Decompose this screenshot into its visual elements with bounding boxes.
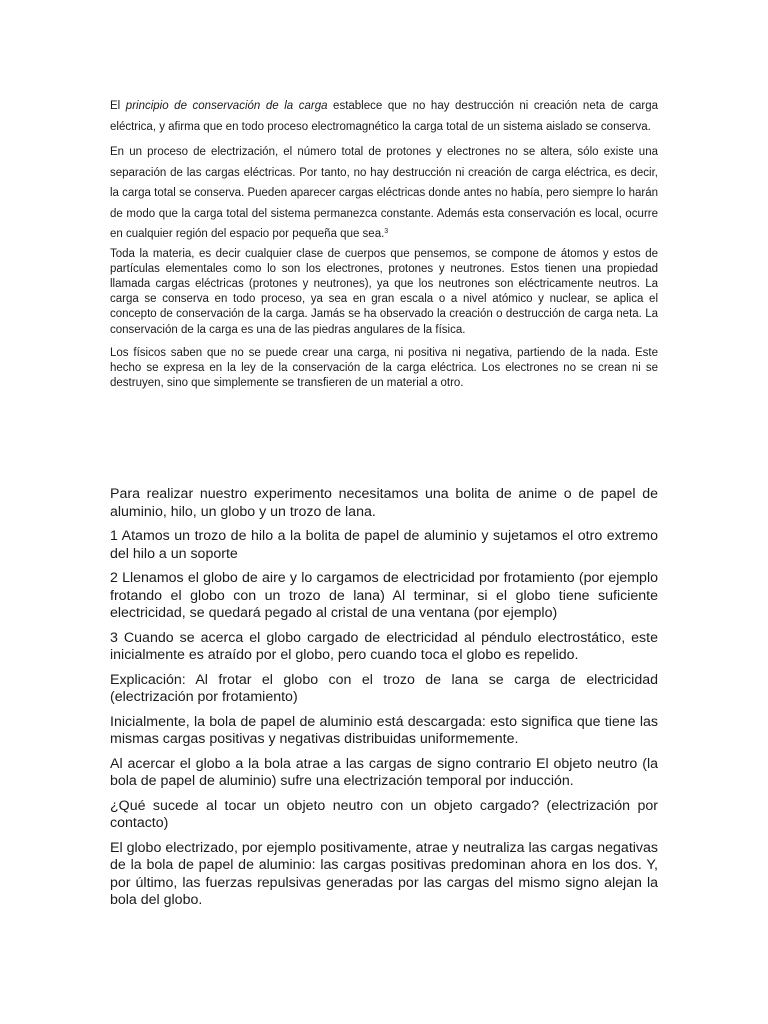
experiment-step-1: 1 Atamos un trozo de hilo a la bolita de papel de aluminio y sujetamos el otro extremo del hilo a un soporte <box>110 528 658 562</box>
experiment-explanation: Explicación: Al frotar el globo con el trozo de lana se carga de electricidad (electrización por frotamiento) <box>110 671 658 705</box>
experiment-initial-state: Inicialmente, la bola de papel de aluminio está descargada: esto significa que tiene las mismas cargas positivas y negativas distribuidas uniformemente. <box>110 713 658 747</box>
paragraph-electrization <box>110 142 658 245</box>
experiment-step-2: 2 Llenamos el globo de aire y lo cargamos de electricidad por frotamiento (por ejemplo frotando el globo con un trozo de lana) Al terminar, si el globo tiene suficiente electricidad, se quedará pegado al cristal de una ventana (por ejemplo) <box>110 570 658 621</box>
theory-section <box>110 96 658 399</box>
paragraph-principle-body: establece que no hay destrucción ni creación neta de carga eléctrica, y afirma que en todo proceso electromagnético la carga total de un sistema aislado se conserva. <box>110 100 658 133</box>
paragraph-matter: Toda la materia, es decir cualquier clase de cuerpos que pensemos, se compone de átomos y estos de partículas elementales como lo son los electrones, protones y neutrones. Estos tienen una propiedad llamada cargas eléctricas (protones y neutrones), ya que los neutrones son eléctricamente neutros. La carga se conserva en todo proceso, ya sea en gran escala o a nivel atómico y nuclear, se aplica el concepto de conservación de la carga. Jamás se ha observado la creación o destrucción de carga neta. La conservación de la carga es una de las piedras angulares de la física. <box>110 247 658 336</box>
paragraph-principle <box>110 96 658 138</box>
experiment-question: ¿Qué sucede al tocar un objeto neutro con un objeto cargado? (electrización por contacto) <box>110 797 658 831</box>
experiment-step-3: 3 Cuando se acerca el globo cargado de electricidad al péndulo electrostático, este inicialmente es atraído por el globo, pero cuando toca el globo es repelido. <box>110 629 658 663</box>
footnote-marker: 3 <box>384 228 389 235</box>
experiment-induction: Al acercar el globo a la bola atrae a las cargas de signo contrario El objeto neutro (la bola de papel de aluminio) sufre una electrización temporal por inducción. <box>110 755 658 789</box>
experiment-contact: El globo electrizado, por ejemplo positivamente, atrae y neutraliza las cargas negativas de la bola de papel de aluminio: las cargas positivas predominan ahora en los dos. Y, por último, las fuerzas repulsivas generadas por las cargas del mismo signo alejan la bola del globo. <box>110 839 658 908</box>
paragraph-electrization-text: En un proceso de electrización, el número total de protones y electrones no se altera, sólo existe una separación de las cargas eléctricas. Por tanto, no hay destrucción ni creación de carga eléctrica, es decir, la carga total se conserva. Pueden aparecer cargas eléctricas donde antes no había, pero siempre lo harán de modo que la carga total del sistema permanezca constante. Además esta conservación es local, ocurre en cualquier región del espacio por pequeña que sea. <box>110 146 658 240</box>
paragraph-physicists: Los físicos saben que no se puede crear una carga, ni positiva ni negativa, partiendo de la nada. Este hecho se expresa en la ley de la conservación de la carga eléctrica. Los electrones no se crean ni se destruyen, sino que simplemente se transfieren de un material a otro. <box>110 346 658 390</box>
paragraph-principle-lead: El <box>110 100 126 112</box>
experiment-intro: Para realizar nuestro experimento necesitamos una bolita de anime o de papel de aluminio, hilo, un globo y un trozo de lana. <box>110 486 658 520</box>
experiment-section <box>110 486 658 917</box>
principle-term: principio de conservación de la carga <box>125 100 328 112</box>
